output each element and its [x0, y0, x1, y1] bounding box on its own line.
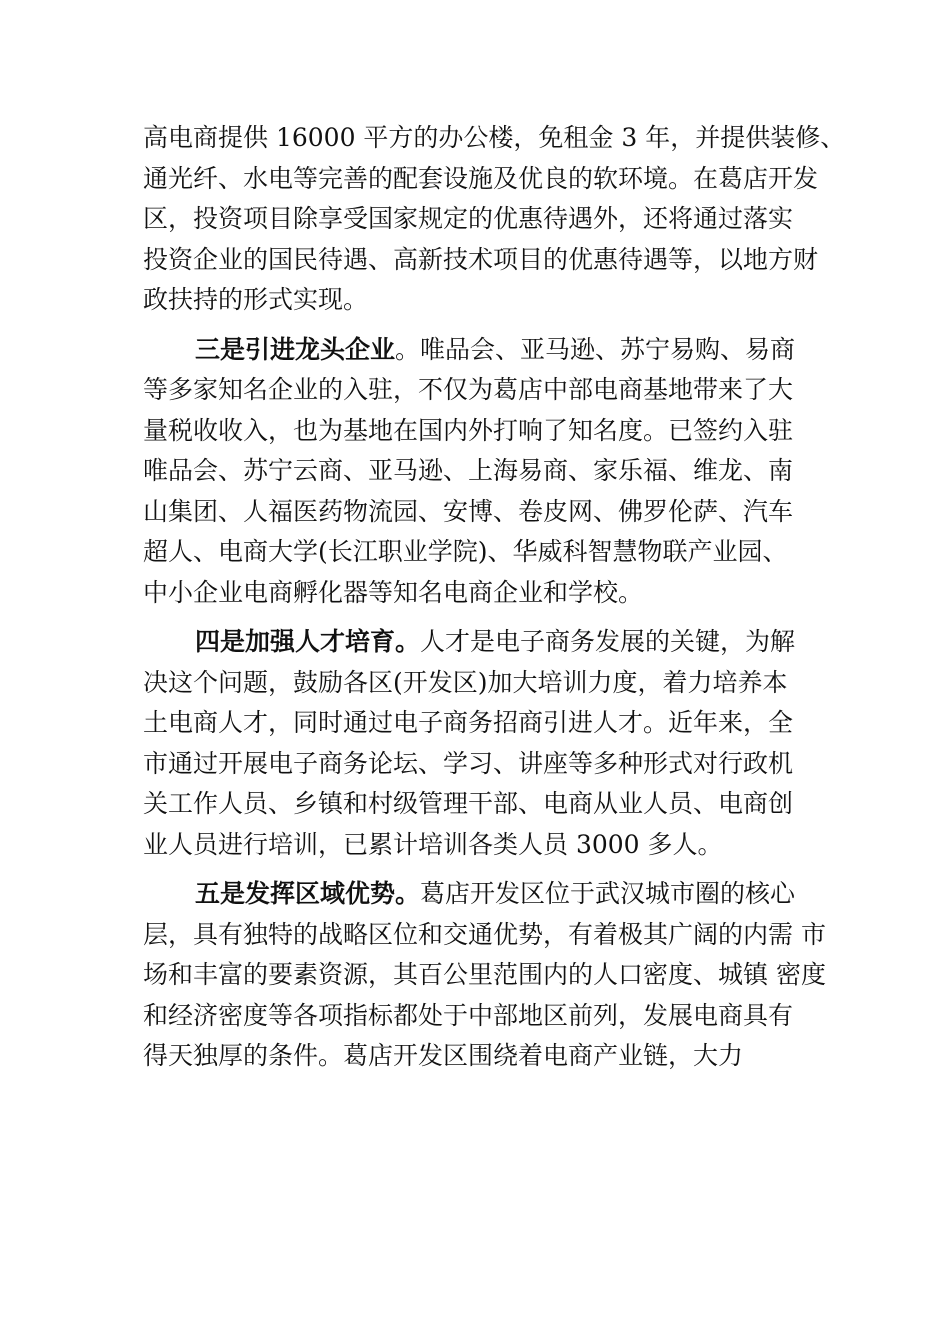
paragraph-lead: 三是引进龙头企业 [195, 334, 396, 364]
text-line: 土电商人才，同时通过电子商务招商引进人才。近年来，全 [143, 708, 794, 737]
text-line: 市通过开展电子商务论坛、学习、讲座等多种形式对行政机 [143, 748, 794, 778]
paragraph-regional-advantage [143, 874, 826, 1077]
text-line [143, 330, 823, 371]
text-line: 业人员进行培训，已累计培训各类人员 3000 多人。 [143, 829, 723, 859]
paragraph-talent-training [143, 622, 823, 865]
text-line: 关工作人员、乡镇和村级管理干部、电商从业人员、电商创 [143, 789, 794, 818]
text-line: 政扶持的形式实现。 [143, 285, 369, 314]
text-line: 唯品会、苏宁云商、亚马逊、上海易商、家乐福、维龙、南 [143, 456, 794, 485]
text-line: 决这个问题，鼓励各区(开发区)加大培训力度，着力培养本 [143, 667, 788, 697]
paragraph-lead: 四是加强人才培育。 [195, 627, 421, 656]
text-line: 层，具有独特的战略区位和交通优势，有着极其广阔的内需 市 [143, 919, 826, 949]
text-line: 区，投资项目除享受国家规定的优惠待遇外，还将通过落实 [143, 204, 794, 233]
text-line: 和经济密度等各项指标都处于中部地区前列，发展电商具有 [143, 1000, 794, 1030]
paragraph-lead: 五是发挥区域优势。 [195, 879, 421, 908]
text-line: 中小企业电商孵化器等知名电商企业和学校。 [143, 577, 644, 607]
text-line: 通光纤、水电等完善的配套设施及优良的软环境。在葛店开发 [143, 163, 819, 193]
text-line: 场和丰富的要素资源，其百公里范围内的人口密度、城镇 密度 [143, 960, 826, 989]
text-line-rest: 葛店开发区位于武汉城市圈的核心 [420, 879, 796, 908]
body-text [143, 118, 846, 1077]
text-line: 山集团、人福医药物流园、安博、卷皮网、佛罗伦萨、汽车 [143, 496, 794, 526]
text-line: 超人、电商大学(长江职业学院)、华威科智慧物联产业园、 [143, 537, 788, 566]
text-line: 等多家知名企业的入驻，不仅为葛店中部电商基地带来了大 [143, 375, 794, 404]
paragraph-office-support [143, 118, 846, 321]
text-line-rest: 。唯品会、亚马逊、苏宁易购、易商 [395, 334, 796, 364]
text-line: 高电商提供 16000 平方的办公楼，免租金 3 年，并提供装修、 [143, 123, 846, 152]
text-line [143, 874, 823, 915]
text-line: 投资企业的国民待遇、高新技术项目的优惠待遇等，以地方财 [143, 244, 819, 274]
text-line: 得天独厚的条件。葛店开发区围绕着电商产业链，大力 [143, 1041, 744, 1070]
text-line [143, 622, 823, 663]
paragraph-leading-enterprises [143, 330, 823, 614]
text-line: 量税收收入，也为基地在国内外打响了知名度。已签约入驻 [143, 415, 794, 445]
text-line-rest: 人才是电子商务发展的关键，为解 [420, 627, 796, 656]
